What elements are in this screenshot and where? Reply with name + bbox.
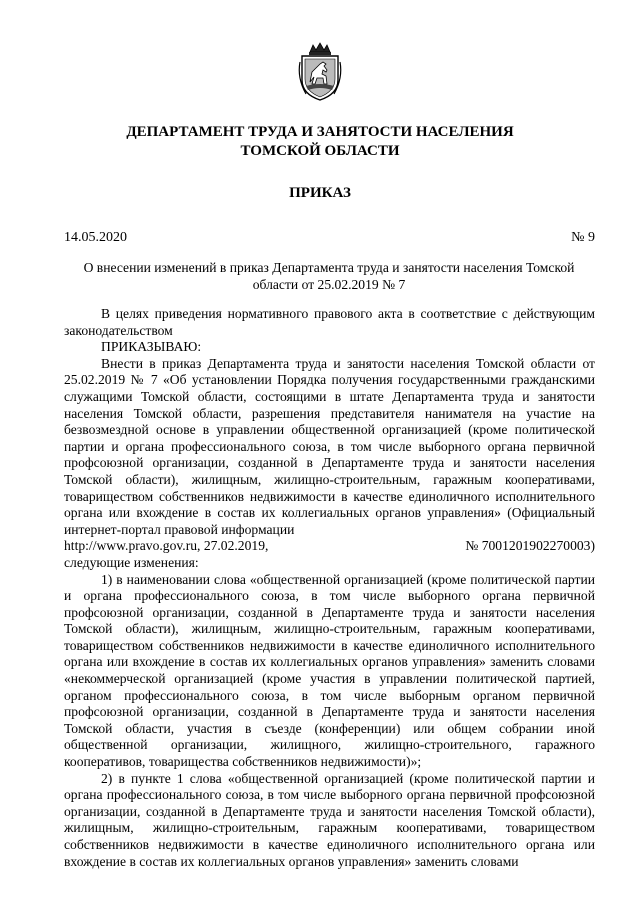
department-name bbox=[0, 123, 640, 161]
source-url: http://www.pravo.gov.ru, 27.02.2019, bbox=[64, 538, 269, 554]
document-body bbox=[64, 306, 595, 870]
document-subject: О внесении изменений в приказ Департамента труда и занятости населения Томской области от 25.02.2019 № 7 bbox=[83, 260, 575, 292]
change-item-1: 1) в наименовании слова «общественной организацией (кроме политической партии и органа профессионального союза, в том числе выборного органа первичной профсоюзной организации, созданной в Департаменте труда и занятости населения Томской области), жилищным, жилищно-строительным, гаражным кооперативами, товариществом собственников недвижимости в качестве единоличного исполнительного органа или вхождение в состав их коллегиальных органов управления» заменить словами «некоммерческой организацией (кроме участия в управлении политической партией, органом профессионального союза, в том числе выборным органом первичной профсоюзной организации, созданной в Департаменте труда и занятости населения Томской области, участия в съезде (конференции) или общем собрании иной общественной организации, жилищного, жилищно-строительного, гаражного кооперативов, товарищества собственников недвижимости)»; bbox=[64, 571, 595, 770]
source-reference-line bbox=[64, 538, 595, 555]
change-item-2: 2) в пункте 1 слова «общественной организацией (кроме политической партии и органа профессионального союза, в том числе выборного органа первичной профсоюзной организации, созданной в Департаменте труда и занятости населения Томской области), жилищным, жилищно-строительным, гаражным кооперативами, товариществом собственников недвижимости в качестве единоличного исполнительного органа или вхождение в состав их коллегиальных органов управления» заменить словами bbox=[64, 770, 595, 869]
document-type: ПРИКАЗ bbox=[289, 185, 351, 201]
preamble-paragraph: В целях приведения нормативного правового акта в соответствие с действующим законодательством bbox=[64, 306, 595, 338]
department-name-line1: ДЕПАРТАМЕНТ ТРУДА И ЗАНЯТОСТИ НАСЕЛЕНИЯ bbox=[126, 124, 514, 140]
source-doc-number: № 7001201902270003) bbox=[465, 538, 595, 554]
changes-intro: следующие изменения: bbox=[64, 554, 199, 570]
department-name-line2: ТОМСКОЙ ОБЛАСТИ bbox=[240, 143, 400, 159]
tomsk-oblast-coat-of-arms-icon bbox=[296, 42, 344, 102]
main-text-paragraph: Внести в приказ Департамента труда и занятости населения Томской области от 25.02.2019 № 7 «Об установлении Порядка получения государственными гражданскими служащими Томской области, состоящими в штате Департамента труда и занятости населения Томской области, разрешения представителя нанимателя на участие на безвозмездной основе в управлении общественной организацией (кроме политической партии и органа профессионального союза, в том числе выборного органа первичной профсоюзной организации, созданной в Департаменте труда и занятости населения Томской области), жилищным, жилищно-строительным, гаражным кооперативами, товариществом собственников недвижимости в качестве единоличного исполнительного органа или вхождение в состав их коллегиальных органов управления» (Официальный интернет-портал правовой информации bbox=[64, 355, 595, 537]
document-date: 14.05.2020 bbox=[64, 230, 127, 245]
order-directive: ПРИКАЗЫВАЮ: bbox=[101, 339, 202, 355]
document-number: № 9 bbox=[571, 230, 595, 245]
